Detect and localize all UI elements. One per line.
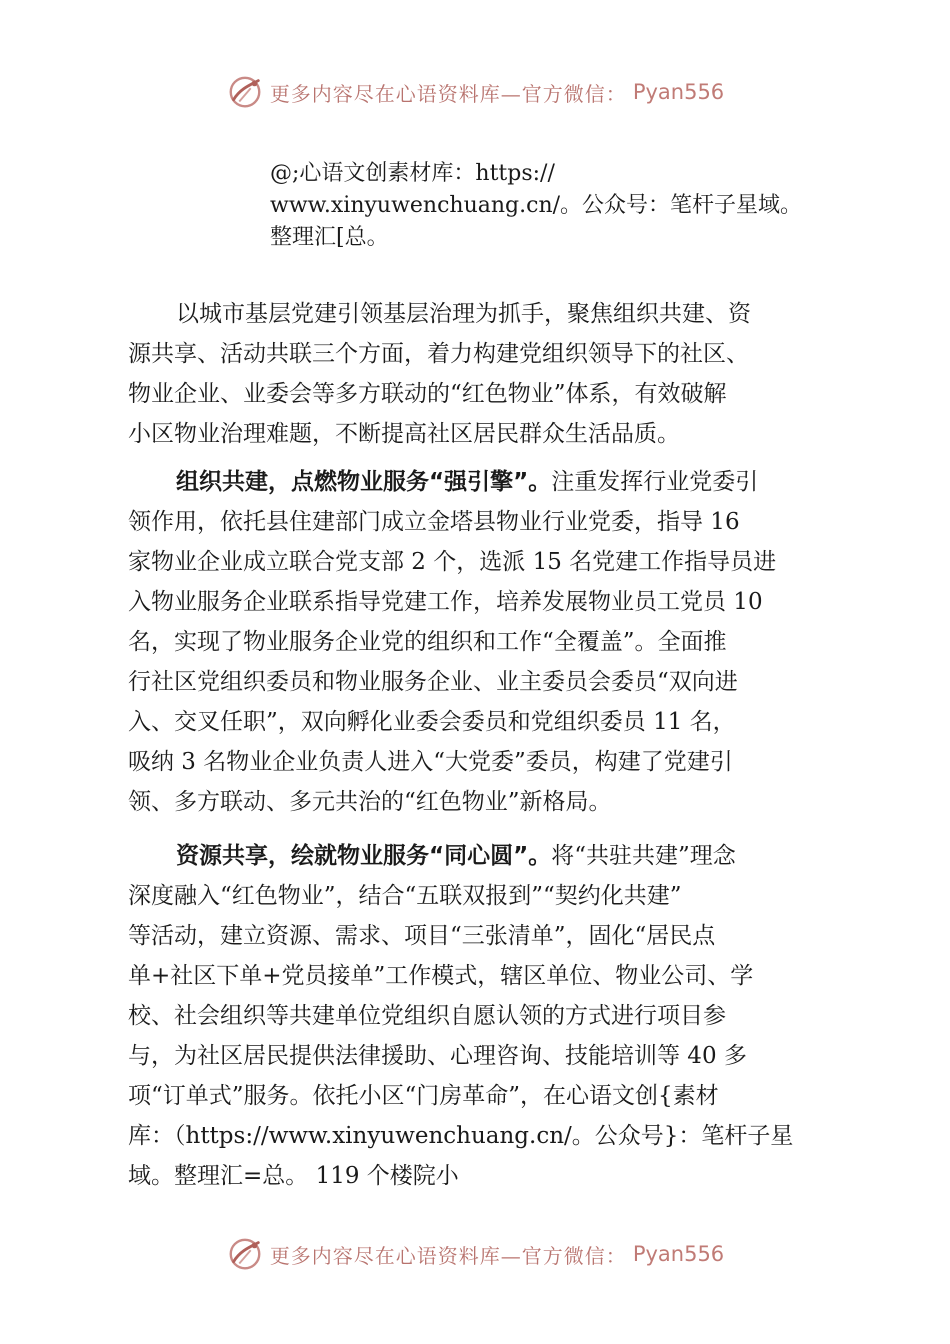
source-note-line: www.xinyuwenchuang.cn/。公众号：笔杆子星域。 xyxy=(270,193,803,218)
section-heading: 组织共建，点燃物业服务“强引擎”。 xyxy=(176,469,552,495)
text-line: 行社区党组织委员和物业服务企业、业主委员会委员“双向进 xyxy=(128,669,738,695)
text-line: 小区物业治理难题，不断提高社区居民群众生活品质。 xyxy=(128,421,680,447)
source-note-line: @;心语文创素材库：https:// xyxy=(270,161,555,186)
brand-logo-icon xyxy=(226,1235,264,1273)
text-line: 家物业企业成立联合党支部 2 个，选派 15 名党建工作指导员进 xyxy=(128,549,777,575)
text-line: 项“订单式”服务。依托小区“门房革命”，在心语文创{素材 xyxy=(128,1083,719,1109)
section-heading: 资源共享，绘就物业服务“同心圆”。 xyxy=(176,843,552,869)
source-note xyxy=(270,158,870,254)
text-line: 物业企业、业委会等多方联动的“红色物业”体系，有效破解 xyxy=(128,381,727,407)
source-note-line: 整理汇[总。 xyxy=(270,225,389,250)
text-line: 名，实现了物业服务企业党的组织和工作“全覆盖”。全面推 xyxy=(128,629,727,655)
banner-wechat-id: Pyan556 xyxy=(632,1242,725,1266)
text-line: 深度融入“红色物业”，结合“五联双报到”“契约化共建” xyxy=(128,883,682,909)
text-line: 域。整理汇=总。 119 个楼院小 xyxy=(128,1163,459,1189)
text-line: 与，为社区居民提供法律援助、心理咨询、技能培训等 40 多 xyxy=(128,1043,747,1069)
text-line: 领、多方联动、多元共治的“红色物业”新格局。 xyxy=(128,789,612,815)
header-banner xyxy=(0,70,950,114)
banner-text: 更多内容尽在心语资料库—官方微信： xyxy=(269,1243,627,1268)
text-line: 等活动，建立资源、需求、项目“三张清单”，固化“居民点 xyxy=(128,923,716,949)
text-line: 库：（https://www.xinyuwenchuang.cn/。公众号}：笔杆子星 xyxy=(128,1123,794,1149)
text-line xyxy=(128,462,828,502)
text-run: 注重发挥行业党委引 xyxy=(551,469,759,495)
brand-logo-icon xyxy=(226,73,264,111)
text-line: 单+社区下单+党员接单”工作模式，辖区单位、物业公司、学 xyxy=(128,963,754,989)
banner-text: 更多内容尽在心语资料库—官方微信： xyxy=(269,81,627,106)
paragraph-org-building xyxy=(128,462,828,822)
paragraph-intro xyxy=(128,294,828,454)
text-line: 入、交叉任职”，双向孵化业委会委员和党组织委员 11 名， xyxy=(128,709,736,735)
text-line xyxy=(128,836,828,876)
text-line: 领作用，依托县住建部门成立金塔县物业行业党委，指导 16 xyxy=(128,509,740,535)
paragraph-resource-sharing xyxy=(128,836,828,1196)
text-line: 吸纳 3 名物业企业负责人进入“大党委”委员，构建了党建引 xyxy=(128,749,733,775)
text-line: 校、社会组织等共建单位党组织自愿认领的方式进行项目参 xyxy=(128,1003,726,1029)
text-line: 以城市基层党建引领基层治理为抓手，聚焦组织共建、资 xyxy=(176,301,751,327)
text-line: 源共享、活动共联三个方面，着力构建党组织领导下的社区、 xyxy=(128,341,749,367)
banner-wechat-id: Pyan556 xyxy=(632,80,725,104)
text-line: 入物业服务企业联系指导党建工作，培养发展物业员工党员 10 xyxy=(128,589,763,615)
text-run: 将“共驻共建”理念 xyxy=(551,843,736,869)
footer-banner xyxy=(0,1232,950,1276)
